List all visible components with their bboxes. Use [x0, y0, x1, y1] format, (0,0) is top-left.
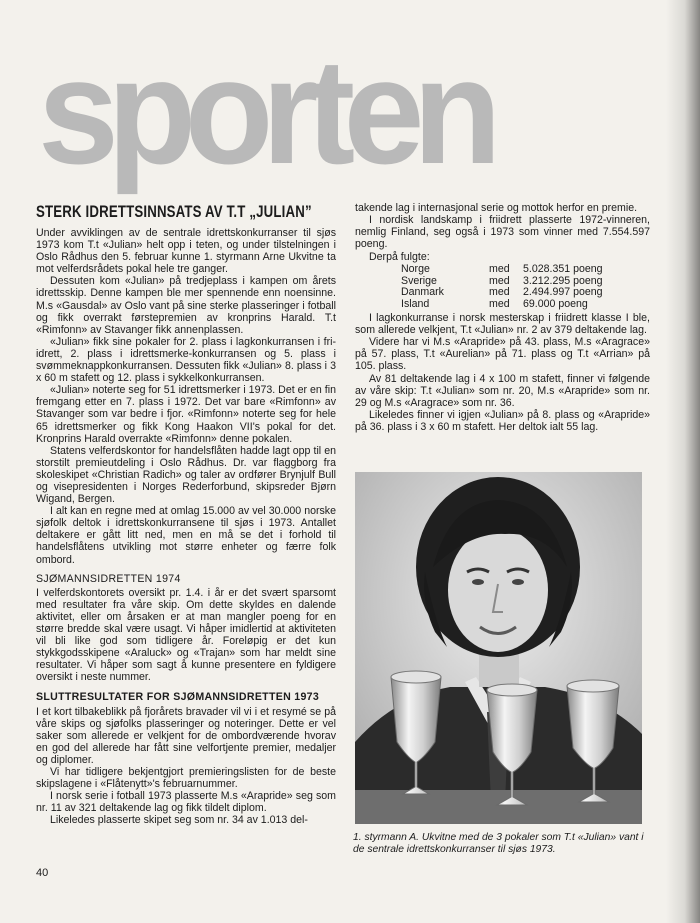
med-cell: med	[489, 297, 510, 310]
paragraph: Dessuten kom «Julian» på tredjeplass i kampen om årets idrettsskip. Denne kampen ble mer spennende enn noensinne. M.s «Gausdal» av Oslo vant på sine sterke plasseringer i fotball og fikk overrakt førstepremien av kronprins Harald. T.t «Rimfonn» av Stavanger fikk annenplassen.	[36, 275, 336, 336]
score-cell: 5.028.351 poeng	[523, 263, 603, 276]
paragraph: Av 81 deltakende lag i 4 x 100 m stafett, finner vi følgende av våre skip: T.t «Julian» som nr. 20, M.s «Arapride» som nr. 29 og M.s «Aragrace» som nr. 36.	[355, 372, 650, 409]
results-table	[401, 264, 603, 310]
med-cell: med	[489, 286, 510, 299]
paragraph: Likeledes finner vi igjen «Julian» på 8. plass og «Arapride» på 36. plass i 3 x 60 m stafett. Her deltok ialt 55 lag.	[355, 408, 650, 433]
page-number: 40	[36, 867, 49, 879]
paragraph: I norsk serie i fotball 1973 plasserte M.s «Arapride» seg som nr. 11 av 321 deltakende lag og fikk tildelt diplom.	[36, 790, 336, 815]
paragraph: «Julian» noterte seg for 51 idrettsmerker i 1973. Det er en fin fremgang etter en 7. plass i 1972. Det var bare «Rimfonn» av Stavanger som var bedre i fjor. «Rimfonn» noterte seg for hele 65 idrettsmerker og fikk Kong Haakon VII's pokal for det. Kronprins Harald overrakte «Rimfonn» denne pokalen.	[36, 384, 336, 445]
paragraph: I lagkonkurranse i norsk mesterskap i friidrett klasse I ble, som allerede velkjent, T.t «Julian» nr. 2 av 379 deltakende lag.	[355, 312, 650, 337]
photo-illustration	[355, 472, 642, 824]
score-cell: 69.000 poeng	[523, 297, 588, 310]
paragraph: takende lag i internasjonal serie og mottok herfor en premie.	[355, 202, 638, 214]
country-cell: Sverige	[401, 274, 437, 287]
left-column	[36, 202, 336, 827]
results-intro: Derpå fulgte:	[369, 251, 430, 264]
country-cell: Island	[401, 297, 430, 310]
right-column	[355, 202, 650, 433]
paragraph: Under avviklingen av de sentrale idrettskonkurranser til sjøs 1973 kom T.t «Julian» helt opp i teten, og under tilstelningen i Oslo Rådhus den 5. februar kunne 1. styrmann Arne Ukvitne ta mot velferdsrådets pokal hele tre ganger.	[36, 227, 336, 276]
paragraph: I velferdskontorets oversikt pr. 1.4. i år er det svært sparsomt med resultater fra våre skip. Om dette skyldes en dalende aktivitet, eller om årsaken er at man mangler poeng for en større bredde skal være usagt. Vi håper imidlertid at aktiviteten vil bli like god som tidligere år. Foreløpig er det kun stykkgodsskipene «Araluck» og «Trajan» som har meldt sine resultater. Vi håper som sagt å kunne presentere en fyldigere oversikt i neste nummer.	[36, 586, 336, 684]
subheading: SJØMANNSIDRETTEN 1974	[36, 572, 181, 585]
paragraph: Likeledes plasserte skipet seg som nr. 34 av 1.013 del-	[50, 814, 308, 827]
section-masthead: sporten	[38, 27, 491, 195]
paragraph: Vi har tidligere bekjentgjort premieringslisten for de beste skipslagene i «Flåtenytt»'s februarnummer.	[36, 766, 336, 791]
paragraph: I alt kan en regne med at omlag 15.000 av vel 30.000 norske sjøfolk deltok i idrettskonkurransene til sjøs i 1973. Antallet deltakere er gått litt ned, men en må se det i forhold til handelsflåtens utvikling mot større enheter og færre folk ombord.	[36, 505, 336, 566]
country-cell: Danmark	[401, 286, 444, 299]
subheading: SLUTTRESULTATER FOR SJØMANNSIDRETTEN 1973	[36, 691, 320, 704]
article-headline: STERK IDRETTSINNSATS AV T.T „JULIAN”	[36, 202, 312, 221]
paragraph: «Julian» fikk sine pokaler for 2. plass i lagkonkurransen i fri-idrett, 2. plass i idrettsmerke-konkurransen og 5. plass i svømmeknappkonkurransen. Dessuten fikk «Julian» 8. plass i 3 x 60 m stafett og 12. plass i sykkelkonkurransen.	[36, 335, 336, 385]
score-cell: 3.212.295 poeng	[523, 274, 603, 287]
photo-caption: 1. styrmann A. Ukvitne med de 3 pokaler som T.t «Julian» vant i de sentrale idrettskonkurranser til sjøs 1973.	[353, 832, 644, 855]
results-row	[401, 287, 603, 298]
paragraph: Videre har vi M.s «Arapride» på 43. plass, M.s «Aragrace» på 57. plass, T.t «Aurelian» på 71. plass og T.t «Arrian» på 105. plass.	[355, 336, 650, 373]
med-cell: med	[489, 274, 510, 287]
page-edge-shadow	[666, 0, 700, 923]
paragraph: I nordisk landskamp i friidrett plasserte 1972-vinneren, nemlig Finland, seg også i 1973 som vinner med 7.554.597 poeng.	[355, 214, 650, 251]
country-cell: Norge	[401, 263, 430, 276]
results-row	[401, 299, 603, 310]
paragraph: Statens velferdskontor for handelsflåten hadde lagt opp til en storstilt premieutdeling i Oslo Rådhus. Dr. var flaggborg fra skoleskipet «Christian Radich» og taler av ordfører Brynjulf Bull og visepresidenten i Norges Rederforbund, skipsreder Bjørn Wigand, Bergen.	[36, 444, 336, 506]
med-cell: med	[489, 263, 510, 276]
paragraph: I et kort tilbakeblikk på fjorårets bravader vil vi i et resymé se på våre skips og sjøfolks plasseringer og noteringer. Dette er vel saker som allerede er velkjent for de ombordværende hvorav en god del allerede har fått sine velfortjente premier, medaljer og diplomer.	[36, 705, 336, 766]
portrait-photo	[355, 472, 642, 824]
score-cell: 2.494.997 poeng	[523, 286, 603, 299]
